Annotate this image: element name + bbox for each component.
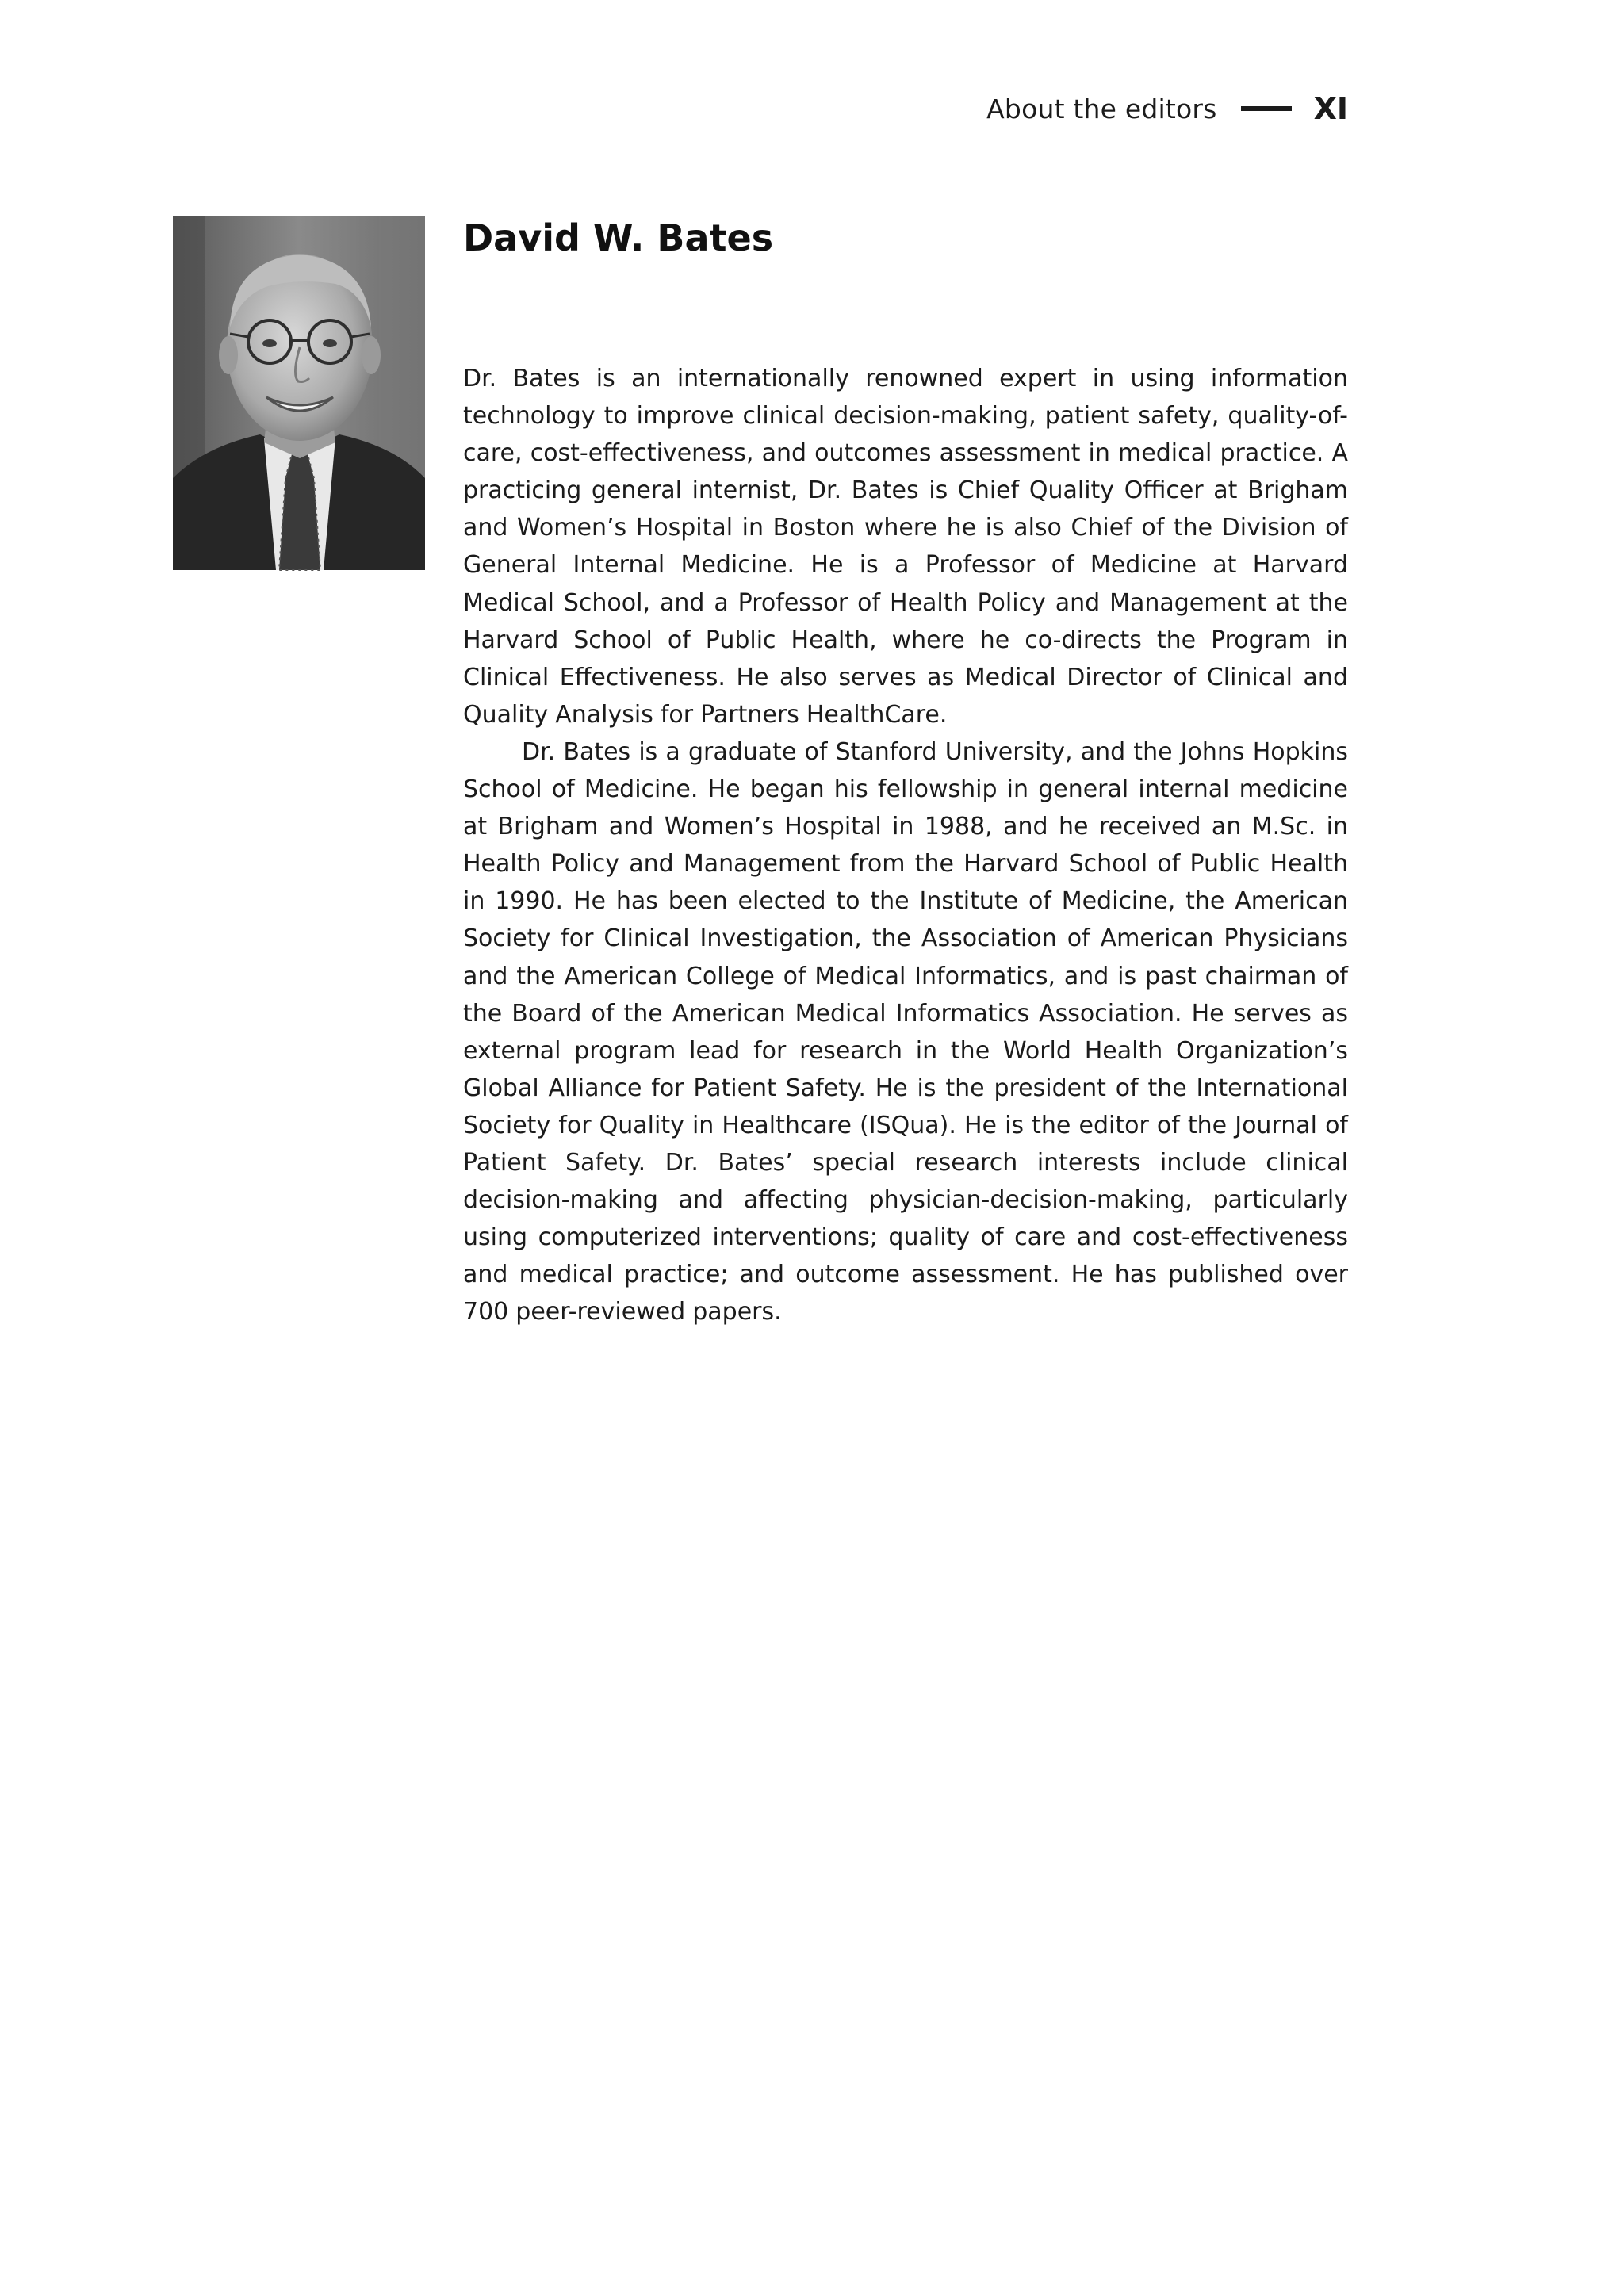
editor-biography	[463, 360, 1348, 1326]
header-rule	[1241, 106, 1292, 111]
editor-name: David W. Bates	[463, 216, 774, 259]
page-number: XI	[1313, 91, 1348, 126]
running-head	[986, 89, 1348, 128]
bio-paragraph: Dr. Bates is a graduate of Stanford University, and the Johns Hopkins School of Medicine. He began his fellowship in general internal medicine at Brigham and Women’s Hospital in 1988, and he received an M.Sc. in Health Policy and Management from the Harvard School of Public Health in 1990. He has been elected to the Institute of Medicine, the American Society for Clinical Investigation, the Association of American Physicians and the American College of Medical Informatics, and is past chairman of the Board of the American Medical Informatics Association. He serves as external program lead for research in the World Health Organization’s Global Alliance for Patient Safety. He is the president of the International Society for Quality in Healthcare (ISQua). He is the editor of the Journal of Patient Safety. Dr. Bates’ special research interests include clinical decision-making and affecting physician-decision-making, particularly using computerized interventions; quality of care and cost-effectiveness and medical practice; and outcome assessment. He has published over 700 peer-reviewed papers.	[463, 737, 1348, 1326]
bio-paragraph: Dr. Bates is an internationally renowned expert in using information technology to improve clinical decision-making, patient safety, quality-of-care, cost-effectiveness, and outcomes assessment in medical practice. A practicing general internist, Dr. Bates is Chief Quality Officer at Brigham and Women’s Hospital in Boston where he is also Chief of the Division of General Internal Medicine. He is a Professor of Medicine at Harvard Medical School, and a Professor of Health Policy and Management at the Harvard School of Public Health, where he co-directs the Program in Clinical Effectiveness. He also serves as Medical Director of Clinical and Quality Analysis for Partners HealthCare.	[463, 365, 1348, 729]
editor-portrait	[173, 216, 425, 570]
section-title: About the editors	[986, 93, 1217, 124]
editor-profile	[463, 212, 1348, 1326]
